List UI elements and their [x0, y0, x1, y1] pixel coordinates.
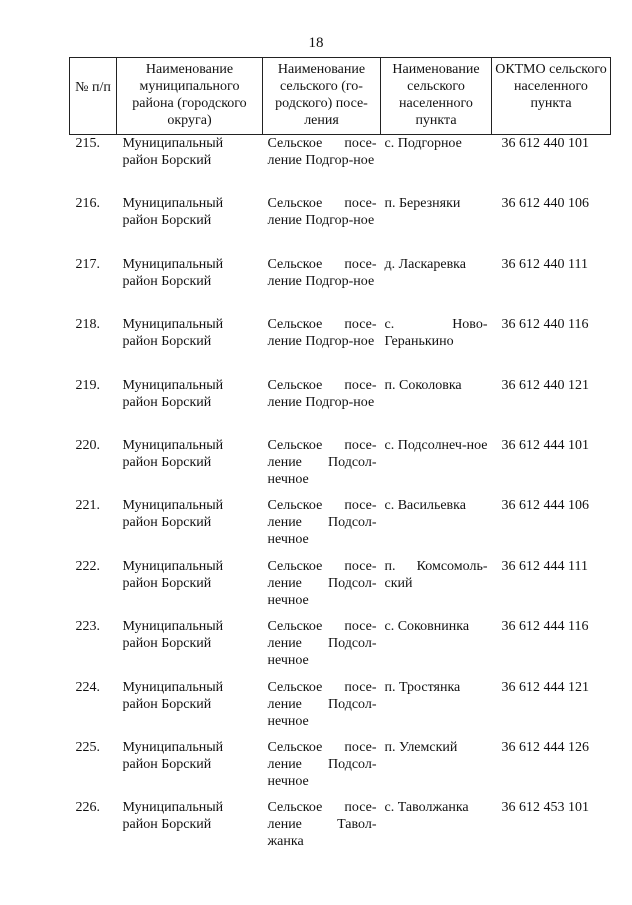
table-row	[70, 497, 611, 557]
locality-name: п. Соколовка	[384, 377, 462, 393]
oktmo-code: 36 612 444 101	[501, 437, 589, 453]
district-name: Муниципальный район Борский	[122, 317, 224, 350]
locality-name: п. Березняки	[384, 196, 461, 212]
oktmo-code: 36 612 453 101	[501, 800, 589, 816]
row-number: 222.	[75, 558, 100, 574]
locality-name: п. Улемский	[384, 739, 458, 755]
locality-name: с. Подсолнеч-ное	[384, 437, 488, 453]
table-row	[70, 316, 611, 376]
settlement-name: Сельское посе-ление Подгор-ное	[267, 377, 377, 410]
table-row	[70, 437, 611, 497]
table-row	[70, 135, 611, 196]
locality-name: с. Васильевка	[384, 498, 466, 514]
district-name: Муниципальный район Борский	[122, 558, 224, 591]
oktmo-code: 36 612 444 121	[501, 679, 589, 695]
locality-name: п. Комсомоль-ский	[384, 558, 488, 591]
district-name: Муниципальный район Борский	[122, 196, 224, 229]
district-name: Муниципальный район Борский	[122, 136, 224, 168]
row-number: 221.	[75, 498, 100, 514]
table-row	[70, 618, 611, 678]
district-name: Муниципальный район Борский	[122, 679, 224, 712]
header-district: Наименование муниципального района (городского округа)	[117, 58, 263, 135]
oktmo-code: 36 612 440 121	[501, 377, 589, 393]
row-number: 223.	[75, 619, 100, 635]
row-number: 217.	[75, 256, 100, 272]
locality-name: п. Тростянка	[384, 679, 461, 695]
settlement-name: Сельское посе-ление Подсол-нечное	[267, 679, 377, 729]
oktmo-code: 36 612 440 111	[501, 256, 588, 272]
oktmo-code: 36 612 444 111	[501, 558, 588, 574]
locality-name: с. Ново-Геранькино	[384, 317, 488, 350]
table-row	[70, 558, 611, 618]
settlement-name: Сельское посе-ление Подгор-ное	[267, 256, 377, 289]
settlements-table	[69, 57, 611, 860]
row-number: 225.	[75, 739, 100, 755]
settlement-name: Сельское посе-ление Подсол-нечное	[267, 437, 377, 487]
header-settlement: Наименование сельского (го-родского) посе-ления	[263, 58, 381, 135]
settlement-name: Сельское посе-ление Подсол-нечное	[267, 558, 377, 608]
oktmo-code: 36 612 444 106	[501, 498, 589, 514]
settlement-name: Сельское посе-ление Подгор-ное	[267, 196, 377, 229]
row-number: 216.	[75, 196, 100, 212]
table-header-row	[70, 58, 611, 135]
oktmo-code: 36 612 440 101	[501, 136, 589, 151]
header-locality: Наименование сельского населенного пункта	[381, 58, 492, 135]
header-oktmo: ОКТМО сельского населенного пункта	[492, 58, 611, 135]
row-number: 218.	[75, 317, 100, 333]
district-name: Муниципальный район Борский	[122, 498, 224, 531]
district-name: Муниципальный район Борский	[122, 256, 224, 289]
oktmo-code: 36 612 440 116	[501, 317, 589, 333]
table-row	[70, 195, 611, 255]
locality-name: с. Таволжанка	[384, 800, 469, 816]
table-row	[70, 377, 611, 437]
oktmo-code: 36 612 444 126	[501, 739, 589, 755]
row-number: 220.	[75, 437, 100, 453]
table-row	[70, 739, 611, 799]
settlement-name: Сельское посе-ление Подсол-нечное	[267, 498, 377, 548]
table-row	[70, 256, 611, 316]
district-name: Муниципальный район Борский	[122, 739, 224, 772]
table-row	[70, 679, 611, 739]
settlement-name: Сельское посе-ление Тавол-жанка	[267, 800, 377, 850]
header-num: № п/п	[70, 58, 117, 135]
settlement-name: Сельское посе-ление Подсол-нечное	[267, 739, 377, 789]
settlement-name: Сельское посе-ление Подгор-ное	[267, 317, 377, 350]
settlement-name: Сельское посе-ление Подгор-ное	[267, 136, 377, 168]
district-name: Муниципальный район Борский	[122, 619, 224, 652]
row-number: 226.	[75, 800, 100, 816]
district-name: Муниципальный район Борский	[122, 377, 224, 410]
locality-name: с. Соковнинка	[384, 619, 470, 635]
row-number: 215.	[75, 136, 100, 151]
settlement-name: Сельское посе-ление Подсол-нечное	[267, 619, 377, 669]
row-number: 224.	[75, 679, 100, 695]
table-row	[70, 799, 611, 859]
locality-name: д. Ласкаревка	[384, 256, 466, 272]
oktmo-code: 36 612 444 116	[501, 619, 589, 635]
row-number: 219.	[75, 377, 100, 393]
page-number: 18	[308, 35, 324, 51]
district-name: Муниципальный район Борский	[122, 800, 224, 833]
district-name: Муниципальный район Борский	[122, 437, 224, 470]
locality-name: с. Подгорное	[384, 136, 462, 151]
oktmo-code: 36 612 440 106	[501, 196, 589, 212]
